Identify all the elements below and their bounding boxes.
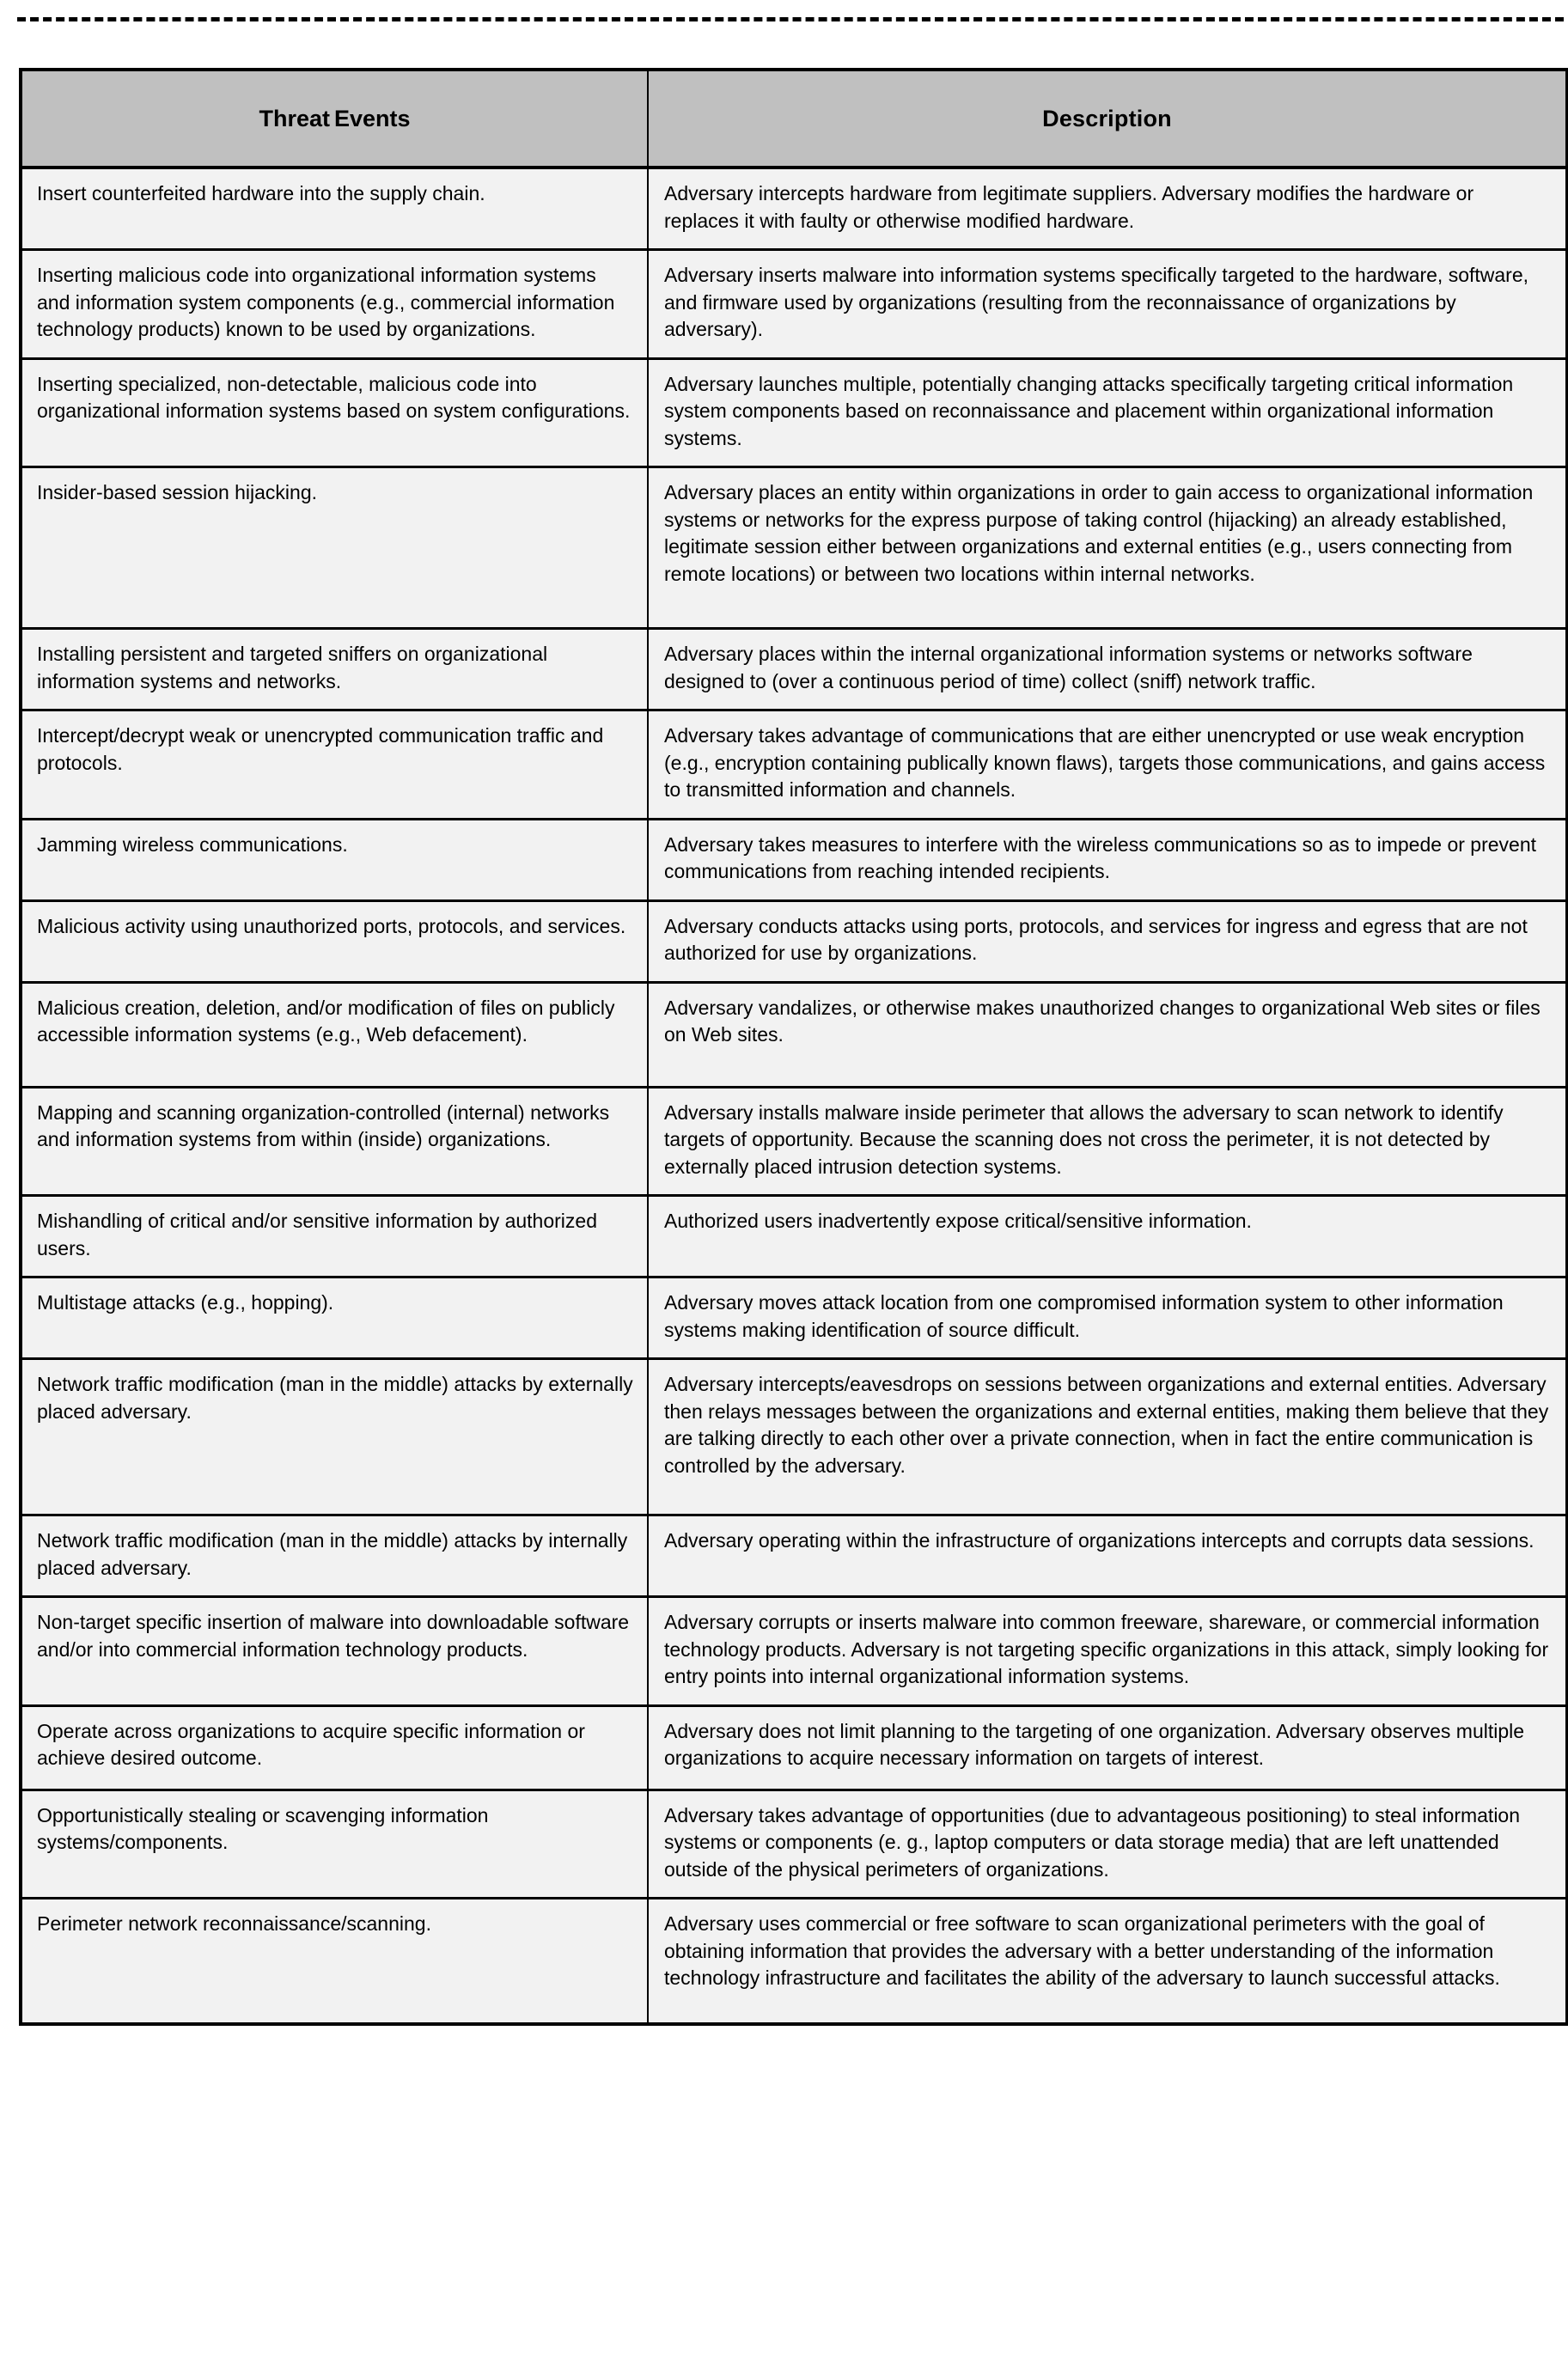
table-row — [21, 1597, 1567, 1706]
description-cell: Adversary vandalizes, or otherwise makes unauthorized changes to organizational Web sites or files on Web sites. — [648, 982, 1567, 1087]
table-row — [21, 710, 1567, 820]
table-row — [21, 1515, 1567, 1597]
description-cell: Adversary intercepts hardware from legitimate suppliers. Adversary modifies the hardware or replaces it with faulty or otherwise modified hardware. — [648, 168, 1567, 250]
threat-event-cell: Malicious activity using unauthorized ports, protocols, and services. — [21, 900, 648, 982]
description-cell: Adversary places within the internal organizational information systems or networks software designed to (over a continuous period of time) collect (sniff) network traffic. — [648, 629, 1567, 710]
description-cell: Adversary conducts attacks using ports, protocols, and services for ingress and egress that are not authorized for use by organizations. — [648, 900, 1567, 982]
threat-event-cell: Inserting malicious code into organizational information systems and information system components (e.g., commercial information technology products) known to be used by organizations. — [21, 250, 648, 359]
table-row — [21, 168, 1567, 250]
threat-event-cell: Inserting specialized, non-detectable, malicious code into organizational information systems based on system configurations. — [21, 358, 648, 467]
description-cell: Adversary launches multiple, potentially changing attacks specifically targeting critical information system components based on reconnaissance and placement within organizational information systems. — [648, 358, 1567, 467]
threat-event-cell: Operate across organizations to acquire specific information or achieve desired outcome. — [21, 1705, 648, 1790]
threat-event-cell: Perimeter network reconnaissance/scanning. — [21, 1899, 648, 2024]
table-row — [21, 1359, 1567, 1515]
table-row — [21, 1790, 1567, 1899]
table-row — [21, 900, 1567, 982]
column-header-description: Description — [648, 70, 1567, 168]
description-cell: Adversary operating within the infrastructure of organizations intercepts and corrupts data sessions. — [648, 1515, 1567, 1597]
threat-event-cell: Network traffic modification (man in the middle) attacks by internally placed adversary. — [21, 1515, 648, 1597]
threat-events-table — [19, 68, 1568, 2026]
description-cell: Adversary intercepts/eavesdrops on sessions between organizations and external entities. Adversary then relays messages between the organizations and external entities, making them believe that they are talking directly to each other over a private connection, when in fact the entire communication is controlled by the adversary. — [648, 1359, 1567, 1515]
threat-event-cell: Mapping and scanning organization-controlled (internal) networks and information systems from within (inside) organizations. — [21, 1087, 648, 1196]
description-cell: Adversary moves attack location from one compromised information system to other information systems making identification of source difficult. — [648, 1277, 1567, 1359]
threat-event-cell: Multistage attacks (e.g., hopping). — [21, 1277, 648, 1359]
threat-event-cell: Non-target specific insertion of malware into downloadable software and/or into commercial information technology products. — [21, 1597, 648, 1706]
table-header — [21, 70, 1567, 168]
description-cell: Adversary takes advantage of communications that are either unencrypted or use weak encryption (e.g., encryption containing publically known flaws), targets those communications, and gains access to transmitted information and channels. — [648, 710, 1567, 820]
description-cell: Adversary takes advantage of opportunities (due to advantageous positioning) to steal information systems or components (e. g., laptop computers or data storage media) that are left unattended outside of the physical perimeters of organizations. — [648, 1790, 1567, 1899]
table-row — [21, 467, 1567, 629]
description-cell: Adversary installs malware inside perimeter that allows the adversary to scan network to identify targets of opportunity. Because the scanning does not cross the perimeter, it is not detected by externally placed intrusion detection systems. — [648, 1087, 1567, 1196]
table-row — [21, 1087, 1567, 1196]
description-cell: Adversary inserts malware into information systems specifically targeted to the hardware, software, and firmware used by organizations (resulting from the reconnaissance of organizations by adversary). — [648, 250, 1567, 359]
table-row — [21, 982, 1567, 1087]
table-row — [21, 1705, 1567, 1790]
threat-event-cell: Mishandling of critical and/or sensitive information by authorized users. — [21, 1196, 648, 1277]
threat-event-cell: Insert counterfeited hardware into the supply chain. — [21, 168, 648, 250]
description-cell: Adversary places an entity within organizations in order to gain access to organizational information systems or networks for the express purpose of taking control (hijacking) an already established, legitimate session either between organizations and external entities (e.g., users connecting from remote locations) or between two locations within internal networks. — [648, 467, 1567, 629]
threat-events-table-container — [19, 68, 1565, 2026]
table-row — [21, 250, 1567, 359]
description-cell: Adversary does not limit planning to the targeting of one organization. Adversary observes multiple organizations to acquire necessary information on targets of interest. — [648, 1705, 1567, 1790]
description-cell: Adversary takes measures to interfere with the wireless communications so as to impede or prevent communications from reaching intended recipients. — [648, 819, 1567, 900]
description-cell: Adversary uses commercial or free software to scan organizational perimeters with the goal of obtaining information that provides the adversary with a better understanding of the information technology infrastructure and facilitates the ability of the adversary to launch successful attacks. — [648, 1899, 1567, 2024]
threat-event-cell: Opportunistically stealing or scavenging information systems/components. — [21, 1790, 648, 1899]
threat-event-cell: Insider-based session hijacking. — [21, 467, 648, 629]
table-header-row — [21, 70, 1567, 168]
description-cell: Adversary corrupts or inserts malware into common freeware, shareware, or commercial information technology products. Adversary is not targeting specific organizations in this attack, simply looking for entry points into internal organizational information systems. — [648, 1597, 1567, 1706]
table-row — [21, 819, 1567, 900]
page-top-dashed-rule — [17, 17, 1564, 21]
table-row — [21, 358, 1567, 467]
table-body — [21, 168, 1567, 2024]
threat-event-cell: Network traffic modification (man in the middle) attacks by externally placed adversary. — [21, 1359, 648, 1515]
threat-event-cell: Jamming wireless communications. — [21, 819, 648, 900]
table-row — [21, 629, 1567, 710]
table-row — [21, 1196, 1567, 1277]
description-cell: Authorized users inadvertently expose critical/sensitive information. — [648, 1196, 1567, 1277]
table-row — [21, 1277, 1567, 1359]
threat-event-cell: Intercept/decrypt weak or unencrypted communication traffic and protocols. — [21, 710, 648, 820]
threat-event-cell: Installing persistent and targeted sniffers on organizational information systems and networks. — [21, 629, 648, 710]
column-header-threat-events: Threat Events — [21, 70, 648, 168]
table-row — [21, 1899, 1567, 2024]
threat-event-cell: Malicious creation, deletion, and/or modification of files on publicly accessible information systems (e.g., Web defacement). — [21, 982, 648, 1087]
